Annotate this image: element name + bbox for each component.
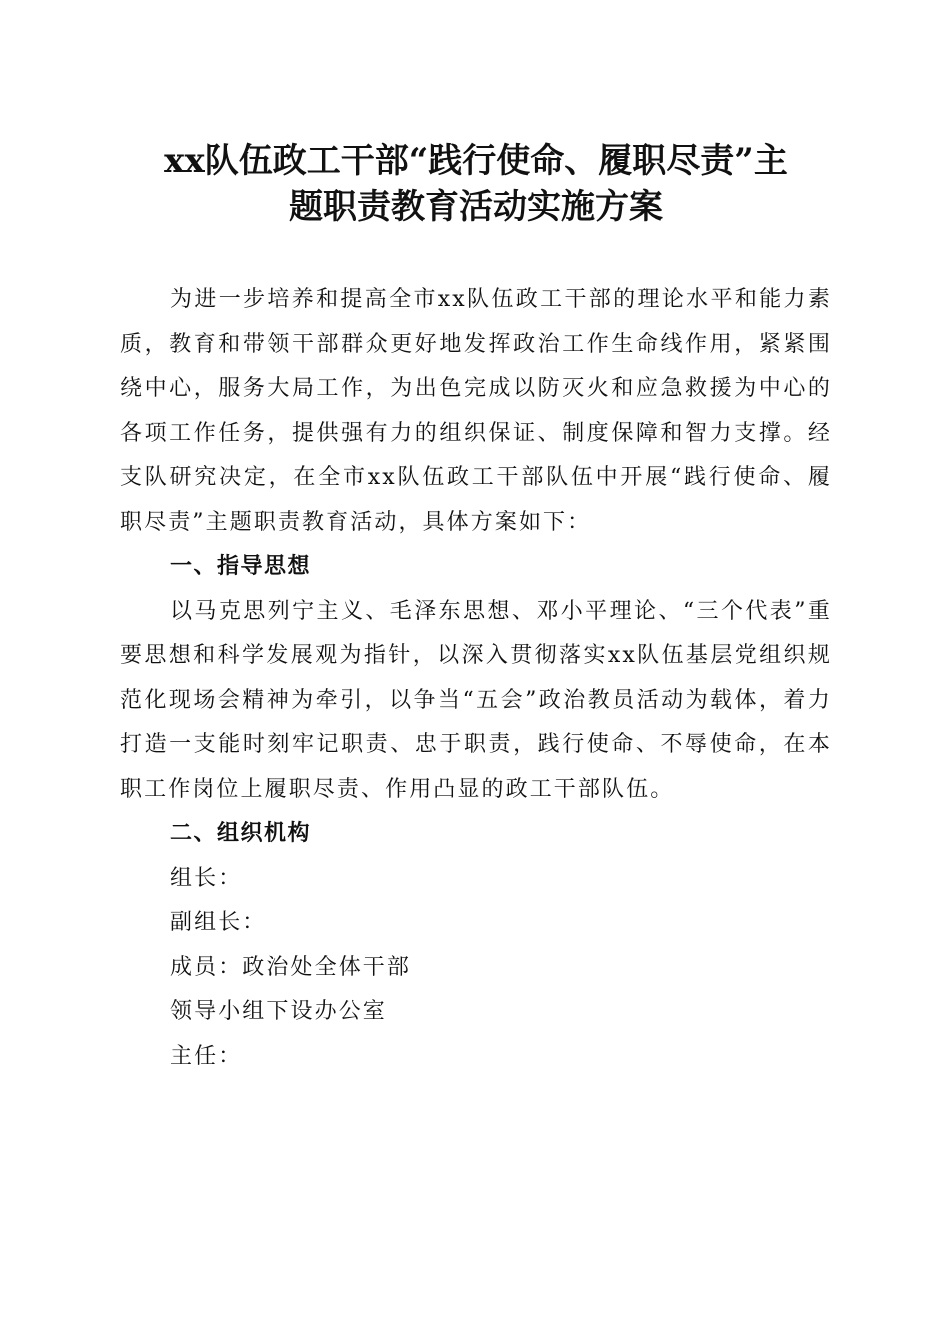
intro-paragraph: 为进一步培养和提高全市xx队伍政工干部的理论水平和能力素质，教育和带领干部群众更好地发挥政治工作生命线作用，紧紧围绕中心，服务大局工作，为出色完成以防灭火和应急救援为中心的各项工作任务，提供强有力的组织保证、制度保障和智力支撑。经支队研究决定，在全市xx队伍政工干部队伍中开展“践行使命、履职尽责”主题职责教育活动，具体方案如下： [120,287,832,535]
org-line-director: 主任： [170,1043,243,1069]
title-line-1: xx队伍政工干部“践行使命、履职尽责”主 [164,141,788,181]
document-title [120,138,832,230]
section-heading-guiding-thought: 一、指导思想 [170,554,312,579]
guiding-thought-paragraph: 以马克思列宁主义、毛泽东思想、邓小平理论、“三个代表”重要思想和科学发展观为指针，以深入贯彻落实xx队伍基层党组织规范化现场会精神为牵引，以争当“五会”政治教员活动为载体，着力打造一支能时刻牢记职责、忠于职责，践行使命、不辱使命，在本职工作岗位上履职尽责、作用凸显的政工干部队伍。 [120,598,832,802]
org-line-deputy-leader: 副组长： [170,910,267,935]
org-line-members: 成员：政治处全体干部 [170,954,412,980]
title-line-2: 题职责教育活动实施方案 [289,187,663,227]
section-heading-organization: 二、组织机构 [170,821,312,846]
org-line-leader: 组长： [170,865,243,891]
org-line-office: 领导小组下设办公室 [170,999,387,1024]
